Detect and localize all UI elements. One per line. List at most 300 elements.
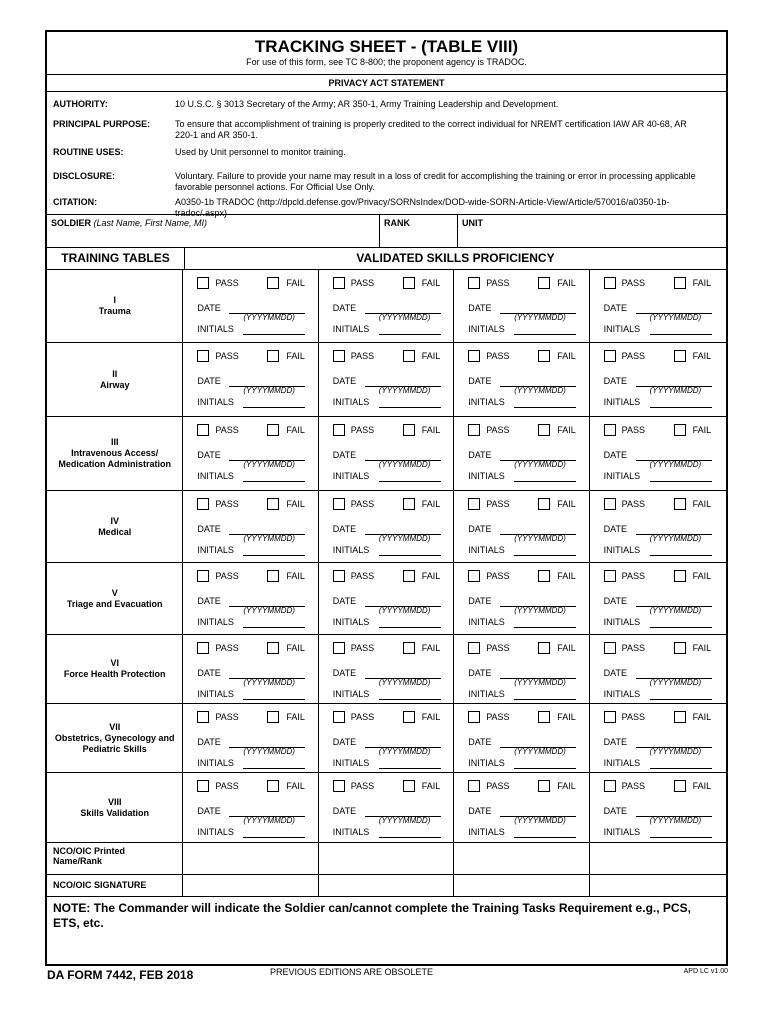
pass-checkbox[interactable] [197, 570, 209, 582]
initials-field[interactable] [333, 545, 441, 557]
fail-checkbox[interactable] [403, 498, 415, 510]
pass-fail-group [468, 780, 580, 794]
disclosure-label: DISCLOSURE: [53, 171, 116, 181]
initials-label: INITIALS [332, 827, 370, 837]
initials-field[interactable] [468, 758, 576, 770]
pass-checkbox[interactable] [197, 350, 209, 362]
form-footer [45, 966, 728, 984]
initials-field[interactable] [333, 324, 441, 336]
initials-label: INITIALS [197, 617, 234, 627]
initials-label: INITIALS [603, 397, 641, 407]
pass-label: PASS [486, 499, 510, 509]
initials-field[interactable] [604, 827, 712, 839]
date-field[interactable] [603, 737, 712, 756]
date-format-hint: (YYYYMMDD) [514, 386, 566, 395]
initials-underline [243, 699, 305, 700]
pass-checkbox[interactable] [197, 642, 209, 654]
pass-fail-group [333, 350, 445, 364]
fail-checkbox[interactable] [267, 498, 279, 510]
pass-checkbox[interactable] [604, 570, 616, 582]
fail-checkbox[interactable] [674, 277, 686, 289]
date-field[interactable] [197, 303, 305, 322]
pass-checkbox[interactable] [333, 711, 345, 723]
initials-underline [243, 334, 305, 335]
pass-checkbox[interactable] [197, 711, 209, 723]
pass-fail-group [197, 424, 309, 438]
pass-fail-group [604, 277, 718, 291]
fail-checkbox[interactable] [403, 711, 415, 723]
fail-label: FAIL [286, 425, 305, 435]
initials-underline [243, 481, 305, 482]
date-field[interactable] [197, 596, 305, 615]
nco-signature-field[interactable] [319, 875, 454, 896]
initials-label: INITIALS [468, 324, 505, 334]
date-field[interactable] [197, 806, 305, 825]
date-field[interactable] [468, 524, 576, 543]
nco-printed-name-row [47, 843, 726, 875]
date-label: DATE [468, 737, 492, 747]
principal-purpose-value: To ensure that accomplishment of training is properly credited to the correct individual for NREMT certification IAW AR 40-68, AR 220-1 and AR 350-1. [175, 119, 687, 140]
initials-field[interactable] [197, 617, 305, 629]
initials-label: INITIALS [603, 617, 641, 627]
date-field[interactable] [603, 303, 712, 322]
initials-field[interactable] [468, 471, 576, 483]
training-table-row [47, 635, 726, 704]
initials-label: INITIALS [468, 758, 505, 768]
fail-checkbox[interactable] [674, 711, 686, 723]
date-field[interactable] [468, 376, 576, 395]
initials-label: INITIALS [197, 324, 234, 334]
soldier-name-field[interactable] [47, 215, 380, 247]
pass-checkbox[interactable] [468, 277, 480, 289]
pass-fail-group [468, 570, 580, 584]
fail-label: FAIL [692, 712, 712, 722]
pass-fail-group [468, 277, 580, 291]
proficiency-cell [319, 491, 454, 562]
pass-fail-group [604, 498, 718, 512]
pass-label: PASS [215, 712, 239, 722]
proficiency-cell [454, 417, 589, 490]
initials-label: INITIALS [603, 324, 641, 334]
fail-label: FAIL [692, 571, 712, 581]
date-field[interactable] [468, 450, 576, 469]
initials-label: INITIALS [603, 758, 641, 768]
initials-underline [514, 481, 576, 482]
initials-field[interactable] [604, 324, 712, 336]
initials-label: INITIALS [332, 545, 370, 555]
pass-label: PASS [486, 278, 510, 288]
pass-checkbox[interactable] [604, 780, 616, 792]
fail-checkbox[interactable] [538, 570, 550, 582]
form-version: APD LC v1.00 [683, 968, 728, 975]
proficiency-cell [454, 704, 589, 772]
date-field[interactable] [603, 596, 712, 615]
pass-label: PASS [350, 712, 375, 722]
pass-label: PASS [215, 643, 239, 653]
date-field[interactable] [468, 668, 576, 687]
initials-underline [514, 334, 576, 335]
initials-field[interactable] [197, 545, 305, 557]
initials-label: INITIALS [197, 689, 234, 699]
proficiency-cell [183, 491, 318, 562]
initials-underline [514, 555, 576, 556]
date-label: DATE [603, 668, 627, 678]
fail-checkbox[interactable] [403, 350, 415, 362]
fail-checkbox[interactable] [267, 780, 279, 792]
fail-checkbox[interactable] [267, 642, 279, 654]
pass-checkbox[interactable] [333, 570, 345, 582]
date-label: DATE [468, 376, 492, 386]
pass-fail-group [197, 642, 309, 656]
fail-label: FAIL [557, 351, 576, 361]
pass-checkbox[interactable] [333, 780, 345, 792]
date-format-hint: (YYYYMMDD) [243, 386, 295, 395]
date-label: DATE [332, 524, 357, 534]
date-format-hint: (YYYYMMDD) [649, 747, 702, 756]
pass-checkbox[interactable] [333, 277, 345, 289]
initials-field[interactable] [604, 397, 712, 409]
soldier-label: SOLDIER [51, 218, 92, 228]
initials-underline [379, 555, 441, 556]
fail-label: FAIL [557, 781, 576, 791]
pass-label: PASS [621, 781, 645, 791]
table-numeral: VIII [107, 796, 122, 807]
date-field[interactable] [332, 450, 441, 469]
training-table-name [47, 563, 183, 634]
date-field[interactable] [468, 596, 576, 615]
date-field[interactable] [468, 303, 576, 322]
validated-skills-heading: VALIDATED SKILLS PROFICIENCY [356, 251, 555, 265]
pass-label: PASS [486, 781, 510, 791]
proficiency-cell [319, 563, 454, 634]
table-numeral: III [110, 437, 119, 447]
pass-checkbox[interactable] [197, 498, 209, 510]
date-format-hint: (YYYYMMDD) [649, 816, 702, 825]
pass-fail-group [333, 642, 445, 656]
routine-uses-label: ROUTINE USES: [53, 147, 124, 157]
initials-field[interactable] [468, 827, 576, 839]
initials-field[interactable] [197, 471, 305, 483]
training-table-name [47, 417, 183, 490]
proficiency-cell [590, 704, 726, 772]
nco-printed-name-field[interactable] [183, 843, 318, 874]
fail-checkbox[interactable] [538, 277, 550, 289]
fail-label: FAIL [286, 351, 305, 361]
initials-field[interactable] [333, 471, 441, 483]
date-field[interactable] [468, 806, 576, 825]
initials-label: INITIALS [197, 471, 234, 481]
initials-field[interactable] [604, 471, 712, 483]
fail-checkbox[interactable] [403, 424, 415, 436]
date-label: DATE [468, 524, 492, 534]
training-table-row [47, 270, 726, 343]
proficiency-cell [183, 773, 318, 842]
initials-field[interactable] [197, 689, 305, 701]
pass-fail-group [468, 498, 580, 512]
date-field[interactable] [197, 524, 305, 543]
pass-checkbox[interactable] [468, 642, 480, 654]
tracking-sheet-form [45, 30, 728, 966]
fail-checkbox[interactable] [403, 780, 415, 792]
initials-label: INITIALS [468, 689, 505, 699]
nco-signature-field[interactable] [183, 875, 318, 896]
pass-fail-group [333, 277, 445, 291]
initials-field[interactable] [468, 324, 576, 336]
training-table-name [47, 704, 183, 772]
pass-fail-group [468, 350, 580, 364]
pass-checkbox[interactable] [468, 498, 480, 510]
fail-checkbox[interactable] [674, 424, 686, 436]
nco-printed-name-label: NCO/OIC Printed Name/Rank [47, 843, 183, 874]
pass-label: PASS [215, 278, 239, 288]
pass-checkbox[interactable] [333, 350, 345, 362]
privacy-act-statement [47, 92, 726, 218]
date-field[interactable] [332, 737, 441, 756]
fail-label: FAIL [557, 499, 576, 509]
date-format-hint: (YYYYMMDD) [649, 386, 702, 395]
fail-checkbox[interactable] [403, 642, 415, 654]
initials-field[interactable] [333, 617, 441, 629]
form-subtitle: For use of this form, see TC 8-800; the proponent agency is TRADOC. [246, 57, 527, 67]
date-label: DATE [603, 596, 627, 606]
initials-label: INITIALS [197, 827, 234, 837]
proficiency-cell [183, 270, 318, 342]
initials-field[interactable] [333, 827, 441, 839]
initials-field[interactable] [197, 758, 305, 770]
pass-label: PASS [215, 425, 239, 435]
training-table-row [47, 704, 726, 773]
initials-label: INITIALS [197, 397, 234, 407]
pass-checkbox[interactable] [468, 711, 480, 723]
initials-underline [650, 407, 712, 408]
date-field[interactable] [332, 524, 441, 543]
initials-field[interactable] [604, 689, 712, 701]
date-field[interactable] [332, 806, 441, 825]
fail-checkbox[interactable] [538, 424, 550, 436]
fail-checkbox[interactable] [538, 711, 550, 723]
date-format-hint: (YYYYMMDD) [243, 313, 295, 322]
pass-checkbox[interactable] [604, 498, 616, 510]
initials-field[interactable] [197, 827, 305, 839]
pass-checkbox[interactable] [604, 350, 616, 362]
citation-value: A0350-1b TRADOC (http://dpcld.defense.gov/Privacy/SORNsIndex/DOD-wide-SORN-Article-View/Article/570016/a0350-1b-tradoc/.aspx) [175, 197, 670, 218]
fail-checkbox[interactable] [674, 780, 686, 792]
table-title: Trauma [98, 306, 131, 316]
date-format-hint: (YYYYMMDD) [649, 313, 702, 322]
form-title: TRACKING SHEET - (TABLE VIII) [254, 37, 519, 56]
pass-checkbox[interactable] [197, 424, 209, 436]
fail-label: FAIL [557, 712, 576, 722]
pass-checkbox[interactable] [333, 642, 345, 654]
initials-label: INITIALS [332, 324, 370, 334]
pass-label: PASS [350, 425, 375, 435]
initials-field[interactable] [468, 397, 576, 409]
pass-checkbox[interactable] [197, 277, 209, 289]
initials-field[interactable] [468, 545, 576, 557]
initials-field[interactable] [604, 545, 712, 557]
date-field[interactable] [603, 450, 712, 469]
fail-label: FAIL [421, 571, 441, 581]
pass-checkbox[interactable] [333, 424, 345, 436]
initials-label: INITIALS [332, 471, 370, 481]
initials-field[interactable] [604, 617, 712, 629]
initials-field[interactable] [468, 617, 576, 629]
training-table-name [47, 635, 183, 703]
date-label: DATE [332, 806, 357, 816]
initials-field[interactable] [468, 689, 576, 701]
date-field[interactable] [603, 806, 712, 825]
fail-checkbox[interactable] [674, 570, 686, 582]
date-label: DATE [332, 376, 357, 386]
nco-signature-field[interactable] [590, 875, 726, 896]
nco-printed-name-field[interactable] [319, 843, 454, 874]
pass-checkbox[interactable] [468, 424, 480, 436]
date-field[interactable] [603, 376, 712, 395]
date-field[interactable] [332, 668, 441, 687]
pass-checkbox[interactable] [468, 570, 480, 582]
soldier-name-hint: (Last Name, First Name, MI) [93, 218, 208, 228]
initials-underline [243, 407, 305, 408]
principal-purpose-label: PRINCIPAL PURPOSE: [53, 119, 151, 129]
date-format-hint: (YYYYMMDD) [378, 460, 431, 469]
training-tables-heading: TRAINING TABLES [47, 248, 185, 269]
date-format-hint: (YYYYMMDD) [243, 747, 295, 756]
pass-label: PASS [486, 571, 510, 581]
fail-checkbox[interactable] [538, 642, 550, 654]
fail-label: FAIL [421, 712, 441, 722]
fail-label: FAIL [286, 571, 305, 581]
fail-checkbox[interactable] [538, 498, 550, 510]
pass-checkbox[interactable] [604, 642, 616, 654]
pass-checkbox[interactable] [604, 711, 616, 723]
fail-checkbox[interactable] [267, 570, 279, 582]
table-numeral: V [111, 587, 118, 598]
date-label: DATE [603, 303, 627, 313]
training-table-row [47, 491, 726, 563]
date-label: DATE [468, 303, 492, 313]
date-field[interactable] [332, 596, 441, 615]
nco-signature-field[interactable] [454, 875, 589, 896]
date-field[interactable] [332, 376, 441, 395]
fail-label: FAIL [286, 712, 305, 722]
date-format-hint: (YYYYMMDD) [243, 460, 295, 469]
date-field[interactable] [197, 376, 305, 395]
date-format-hint: (YYYYMMDD) [378, 678, 431, 687]
fail-checkbox[interactable] [674, 642, 686, 654]
training-table-header [47, 248, 726, 270]
date-format-hint: (YYYYMMDD) [243, 606, 295, 615]
table-title: Obstetrics, Gynecology and Pediatric Skills [54, 732, 175, 754]
initials-underline [379, 334, 441, 335]
initials-field[interactable] [333, 689, 441, 701]
table-title: Medical [98, 526, 132, 537]
pass-fail-group [197, 711, 309, 725]
date-format-hint: (YYYYMMDD) [649, 460, 702, 469]
training-table-rows [47, 270, 726, 843]
date-label: DATE [197, 806, 221, 816]
fail-checkbox[interactable] [538, 350, 550, 362]
date-label: DATE [603, 806, 627, 816]
commander-note: NOTE: The Commander will indicate the Soldier can/cannot complete the Training Tasks Requirement e.g., PCS, ETS, etc. [53, 901, 691, 930]
pass-checkbox[interactable] [333, 498, 345, 510]
pass-checkbox[interactable] [604, 424, 616, 436]
pass-fail-group [604, 711, 718, 725]
date-field[interactable] [197, 668, 305, 687]
unit-field[interactable] [458, 215, 726, 247]
initials-field[interactable] [333, 397, 441, 409]
pass-fail-group [197, 570, 309, 584]
pass-fail-group [333, 780, 445, 794]
initials-underline [379, 627, 441, 628]
date-field[interactable] [603, 668, 712, 687]
initials-underline [650, 627, 712, 628]
initials-field[interactable] [333, 758, 441, 770]
fail-checkbox[interactable] [403, 570, 415, 582]
initials-label: INITIALS [468, 471, 505, 481]
fail-label: FAIL [421, 781, 441, 791]
pass-fail-group [197, 498, 309, 512]
initials-field[interactable] [197, 324, 305, 336]
date-format-hint: (YYYYMMDD) [378, 534, 431, 543]
nco-printed-name-field[interactable] [454, 843, 589, 874]
fail-checkbox[interactable] [538, 780, 550, 792]
fail-label: FAIL [286, 643, 305, 653]
pass-label: PASS [350, 643, 375, 653]
fail-checkbox[interactable] [267, 711, 279, 723]
citation-label: CITATION: [53, 197, 98, 207]
pass-label: PASS [215, 499, 239, 509]
fail-checkbox[interactable] [674, 498, 686, 510]
date-label: DATE [603, 376, 627, 386]
fail-checkbox[interactable] [403, 277, 415, 289]
date-label: DATE [197, 596, 221, 606]
proficiency-cell [319, 773, 454, 842]
date-field[interactable] [603, 524, 712, 543]
fail-label: FAIL [421, 278, 441, 288]
date-field[interactable] [197, 737, 305, 756]
table-numeral: I [113, 295, 116, 305]
pass-checkbox[interactable] [604, 277, 616, 289]
table-numeral: II [112, 368, 118, 379]
fail-checkbox[interactable] [267, 424, 279, 436]
fail-checkbox[interactable] [267, 277, 279, 289]
pass-checkbox[interactable] [468, 780, 480, 792]
table-title: Skills Validation [80, 807, 149, 818]
date-field[interactable] [197, 450, 305, 469]
initials-underline [514, 407, 576, 408]
date-format-hint: (YYYYMMDD) [378, 816, 431, 825]
pass-checkbox[interactable] [468, 350, 480, 362]
nco-printed-name-field[interactable] [590, 843, 726, 874]
rank-field[interactable] [380, 215, 458, 247]
date-format-hint: (YYYYMMDD) [649, 534, 702, 543]
date-label: DATE [603, 524, 627, 534]
pass-fail-group [468, 424, 580, 438]
proficiency-cell [454, 563, 589, 634]
authority-label: AUTHORITY: [53, 99, 108, 109]
fail-checkbox[interactable] [674, 350, 686, 362]
date-field[interactable] [332, 303, 441, 322]
fail-checkbox[interactable] [267, 350, 279, 362]
initials-field[interactable] [604, 758, 712, 770]
soldier-info-row [47, 215, 726, 248]
pass-fail-group [197, 277, 309, 291]
date-format-hint: (YYYYMMDD) [243, 678, 295, 687]
routine-uses-value: Used by Unit personnel to monitor training. [175, 147, 346, 157]
date-field[interactable] [468, 737, 576, 756]
initials-field[interactable] [197, 397, 305, 409]
pass-checkbox[interactable] [197, 780, 209, 792]
